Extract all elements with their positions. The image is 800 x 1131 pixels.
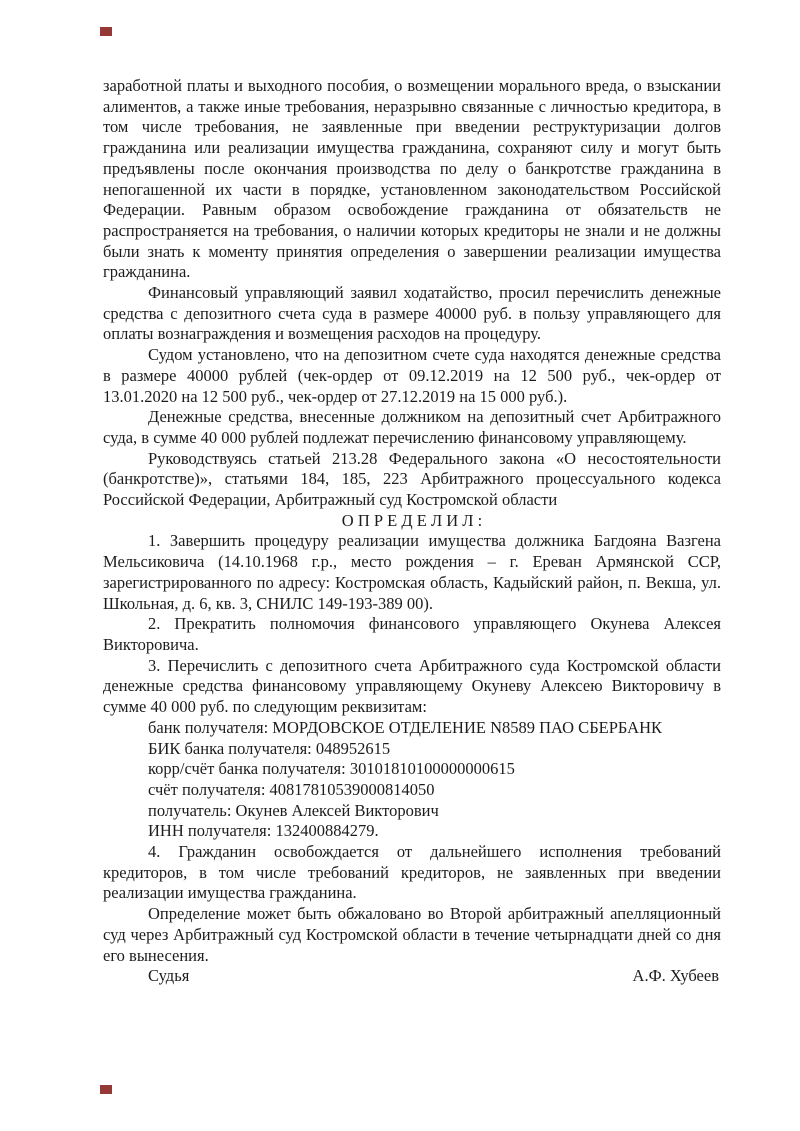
- paragraph: 2. Прекратить полномочия финансового управляющего Окунева Алексея Викторовича.: [103, 614, 721, 654]
- bank-detail-line: счёт получателя: 40817810539000814050: [148, 779, 435, 799]
- paragraph: Финансовый управляющий заявил ходатайство, просил перечислить денежные средства с депозитного счета суда в размере 40000 руб. в пользу управляющего для оплаты вознаграждения и возмещения расходов на процедуру.: [103, 283, 721, 344]
- bank-detail-line: БИК банка получателя: 048952615: [148, 738, 391, 758]
- paragraph: Определение может быть обжаловано во Второй арбитражный апелляционный суд через Арбитражный суд Костромской области в течение четырнадцати дней со дня его вынесения.: [103, 904, 721, 965]
- bank-detail-line: ИНН получателя: 132400884279.: [148, 821, 379, 841]
- scan-artifact-mark-bottom: [100, 1085, 112, 1094]
- bank-detail-line: банк получателя: МОРДОВСКОЕ ОТДЕЛЕНИЕ N8589 ПАО СБЕРБАНК: [148, 717, 663, 737]
- paragraph: заработной платы и выходного пособия, о возмещении морального вреда, о взыскании алиментов, а также иные требования, неразрывно связанные с личностью кредитора, в том числе требования, не заявленные при введении реструктуризации долгов гражданина или реализации имущества гражданина, сохраняют силу и могут быть предъявлены после окончания производства по делу о банкротстве гражданина в непогашенной их части в порядке, установленном законодательством Российской Федерации. Равным образом освобождение гражданина от обязательств не распространяется на требования, о наличии которых кредиторы не знали и не должны были знать к моменту принятия определения о завершении реализации имущества гражданина.: [103, 76, 721, 282]
- paragraph: Судом установлено, что на депозитном счете суда находятся денежные средства в размере 40000 рублей (чек-ордер от 09.12.2019 на 12 500 руб., чек-ордер от 13.01.2020 на 12 500 руб., чек-ордер от 27.12.2019 на 15 000 руб.).: [103, 345, 721, 406]
- bank-detail-line: корр/счёт банка получателя: 30101810100000000615: [148, 759, 515, 779]
- paragraph: Руководствуясь статьей 213.28 Федерального закона «О несостоятельности (банкротстве)», статьями 184, 185, 223 Арбитражного процессуального кодекса Российской Федерации, Арбитражный суд Костромской области: [103, 448, 721, 510]
- scan-artifact-mark-top: [100, 27, 112, 36]
- paragraph: Денежные средства, внесенные должником на депозитный счет Арбитражного суда, в сумме 40 000 рублей подлежат перечислению финансовому управляющему.: [103, 407, 721, 447]
- document-text: [103, 76, 721, 987]
- judge-name: А.Ф. Хубеев: [632, 966, 719, 986]
- bank-detail-line: получатель: Окунев Алексей Викторович: [148, 800, 439, 820]
- signature-row: [103, 966, 721, 987]
- paragraph: 4. Гражданин освобождается от дальнейшего исполнения требований кредиторов, в том числе требований кредиторов, не заявленных при введении реализации имущества гражданина.: [103, 842, 721, 903]
- paragraph: 1. Завершить процедуру реализации имущества должника Багдояна Вазгена Мельсиковича (14.10.1968 г.р., место рождения – г. Ереван Армянской ССР, зарегистрированного по адресу: Костромская область, Кадыйский район, п. Векша, ул. Школьная, д. 6, кв. 3, СНИЛС 149-193-389 00).: [103, 531, 721, 613]
- paragraph: 3. Перечислить с депозитного счета Арбитражного суда Костромской области денежные средства финансовому управляющему Окуневу Алексею Викторовичу в сумме 40 000 руб. по следующим реквизитам:: [103, 655, 721, 717]
- judge-label: Судья: [148, 966, 190, 986]
- ruling-heading: О П Р Е Д Е Л И Л :: [341, 510, 483, 530]
